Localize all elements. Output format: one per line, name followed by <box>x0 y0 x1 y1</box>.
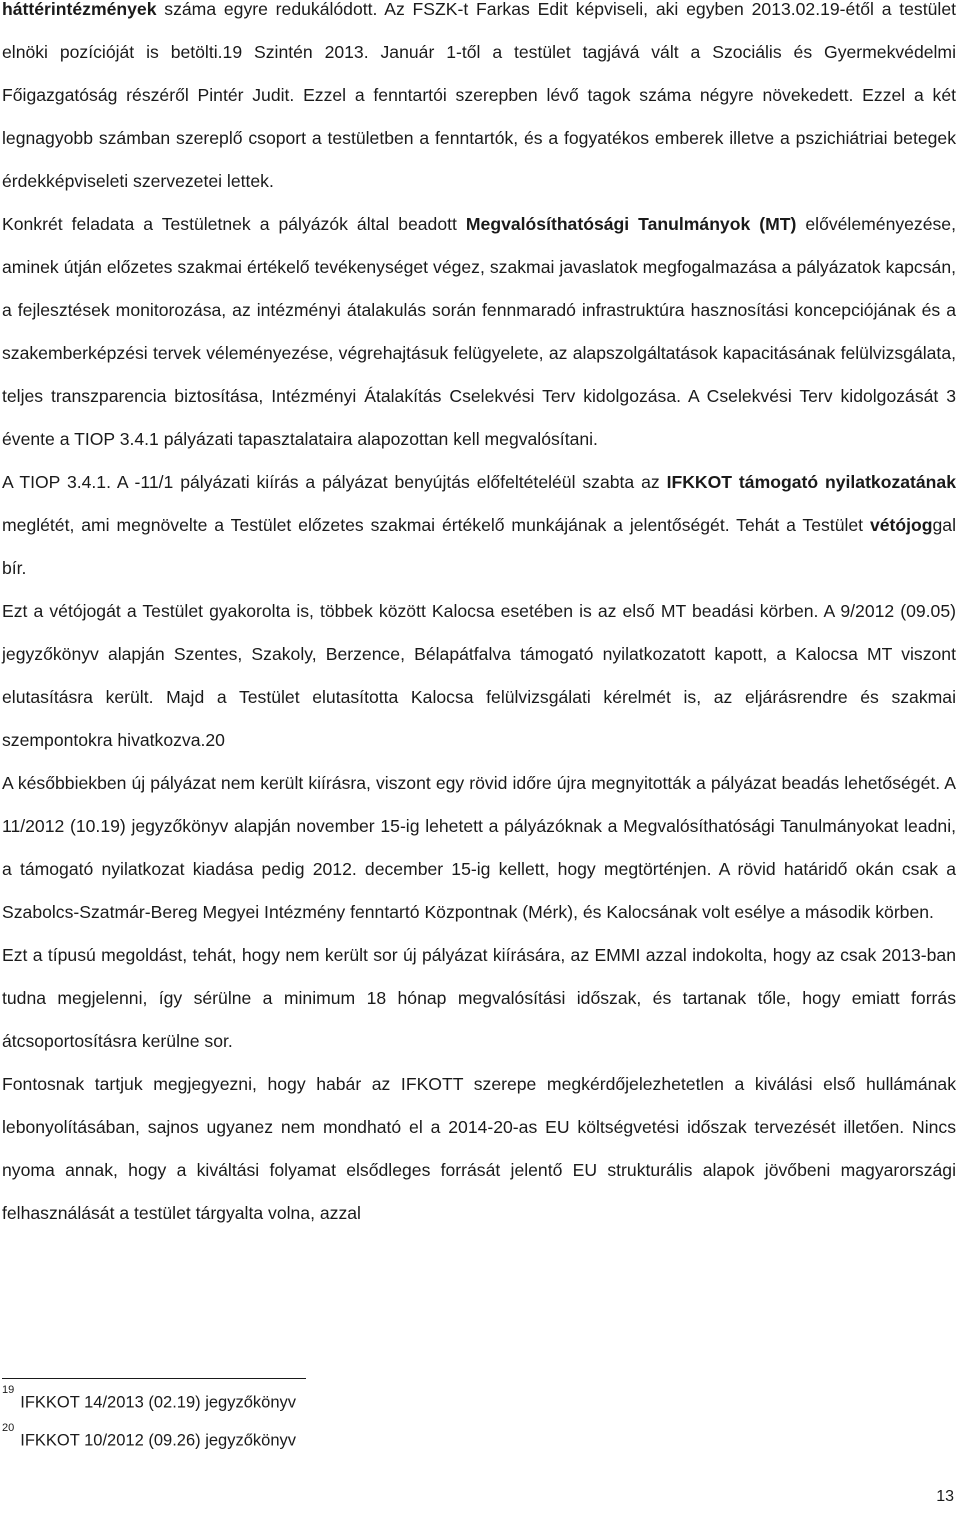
body-text <box>2 0 956 1235</box>
bold-text: háttérintézmények <box>2 0 157 19</box>
bold-text: Megvalósíthatósági Tanulmányok (MT) <box>465 214 797 234</box>
footnote-19 <box>2 1384 297 1413</box>
footnote-number: 20 <box>2 1422 15 1434</box>
footnote-text: IFKKOT 10/2012 (09.26) jegyzőkönyv <box>20 1431 297 1450</box>
paragraph <box>2 934 956 1063</box>
bold-text: IFKKOT támogató nyilatkozatának <box>666 472 956 492</box>
text-segment: meglétét, ami megnövelte a Testület előzetes szakmai értékelő munkájának a jelentőségét. Tehát a Testület <box>2 515 870 535</box>
text-segment: Ezt a vétójogát a Testület gyakorolta is, többek között Kalocsa esetében is az első MT beadási körben. A 9/2012 (09.05) jegyzőkönyv alapján Szentes, Szakoly, Berzence, Bélapátfalva támogató nyilatkozatott kapott, a Kalocsa MT viszont elutasításra került. Majd a Testület elutasította Kalocsa felülvizsgálati kérelmét is, az eljárásrendre és szakmai szempontokra hivatkozva.20 <box>2 601 956 750</box>
text-segment: Ezt a típusú megoldást, tehát, hogy nem került sor új pályázat kiírására, az EMMI azzal indokolta, hogy az csak 2013-ban tudna megjelenni, így sérülne a minimum 18 hónap megvalósítási időszak, és tartanak tőle, hogy emiatt forrás átcsoportosításra kerülne sor. <box>2 945 956 1051</box>
text-segment: A későbbiekben új pályázat nem került kiírásra, viszont egy rövid időre újra megnyitották a pályázat beadás lehetőségét. A 11/2012 (10.19) jegyzőkönyv alapján november 15-ig lehetett a pályázóknak a Megvalósíthatósági Tanulmányokat leadni, a támogató nyilatkozat kiadása pedig 2012. december 15-ig kellett, hogy megtörténjen. A rövid határidő okán csak a Szabolcs-Szatmár-Bereg Megyei Intézmény fenntartó Központnak (Mérk), és Kalocsának volt esélye a második körben. <box>2 773 956 922</box>
paragraph <box>2 0 956 203</box>
footnote-20 <box>2 1422 297 1451</box>
paragraph <box>2 203 956 461</box>
text-segment: száma egyre redukálódott. Az FSZK-t Farkas Edit képviseli, aki egyben 2013.02.19-étől a testület elnöki pozícióját is betölti.19 Szintén 2013. Január 1-től a testület tagjává vált a Szociális és Gyermekvédelmi Főigazgatóság részéről Pintér Judit. Ezzel a fenntartói szerepben lévő tagok száma négyre növekedett. Ezzel a két legnagyobb számban szereplő csoport a testületben a fenntartók, és a fogyatékos emberek illetve a pszichiátriai betegek érdekképviseleti szervezetei lettek. <box>2 0 956 191</box>
footnote-number: 19 <box>2 1384 15 1396</box>
paragraph <box>2 590 956 762</box>
paragraph <box>2 762 956 934</box>
page-number: 13 <box>936 1488 954 1505</box>
paragraph <box>2 1063 956 1235</box>
text-segment: elővéleményezése, aminek útján előzetes szakmai értékelő tevékenységet végez, szakmai javaslatok megfogalmazása a pályázatok kapcsán, a fejlesztések monitorozása, az intézményi átalakulás során fennmaradó infrastruktúra hasznosítási koncepciójának és a szakemberképzési tervek véleményezése, végrehajtásuk felügyelete, az alapszolgáltatások kapacitásának felülvizsgálata, teljes transzparencia biztosítása, Intézményi Átalakítás Cselekvési Terv kidolgozása. A Cselekvési Terv kidolgozását 3 évente a TIOP 3.4.1 pályázati tapasztalataira alapozottan kell megvalósítani. <box>2 214 956 449</box>
paragraph <box>2 461 956 590</box>
text-segment: Fontosnak tartjuk megjegyezni, hogy habár az IFKOTT szerepe megkérdőjelezhetetlen a kiválási első hullámának lebonyolításában, sajnos ugyanez nem mondható el a 2014-20-as EU költségvetési időszak tervezését illetően. Nincs nyoma annak, hogy a kiváltási folyamat elsődleges forrását jelentő EU strukturális alapok jövőbeni magyarországi felhasználását a testület tárgyalta volna, azzal <box>2 1074 956 1223</box>
text-segment: gal bír. <box>2 515 956 578</box>
footnote-separator <box>2 1378 306 1379</box>
text-segment: Konkrét feladata a Testületnek a pályázók által beadott <box>2 214 466 234</box>
text-segment: A TIOP 3.4.1. A -11/1 pályázati kiírás a pályázat benyújtás előfeltételéül szabta az <box>2 472 667 492</box>
bold-text: vétójog <box>869 515 933 535</box>
footnote-text: IFKKOT 14/2013 (02.19) jegyzőkönyv <box>20 1393 297 1412</box>
